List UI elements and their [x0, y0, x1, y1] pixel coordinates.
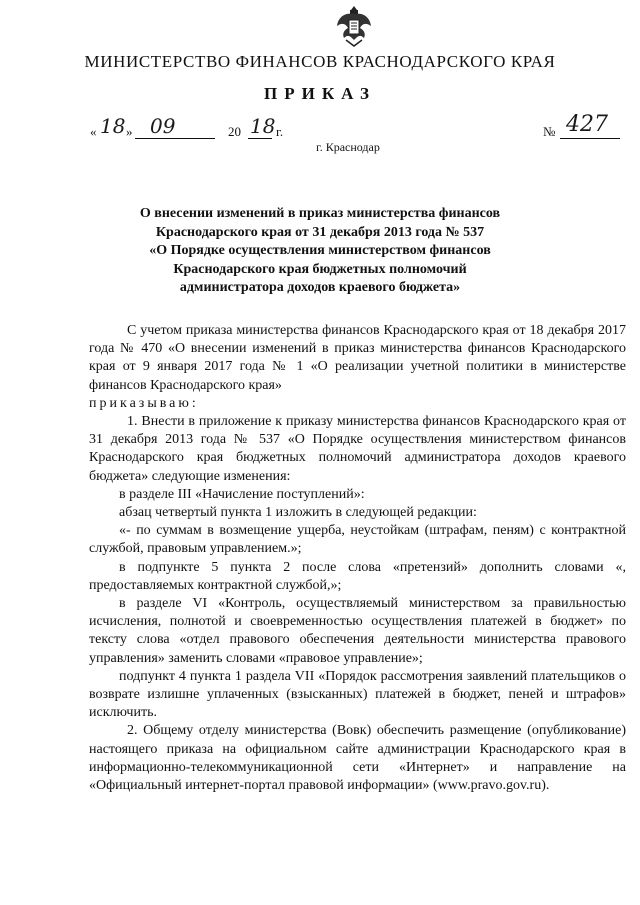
title-line: О внесении изменений в приказ министерства финансов [139, 206, 501, 221]
coat-of-arms-icon [334, 4, 374, 48]
city-line: г. Краснодар [316, 140, 380, 154]
item-1-paragraph: 1. Внести в приложение к приказу министерства финансов Краснодарского края от 31 декабря 2013 года № 537 «О Порядке осуществления министерством финансов Краснодарского края бюджетных полномочий администратора доходов краевого бюджета» следующие изменения: [89, 414, 626, 484]
subitem-paragraph: в разделе III «Начисление поступлений»: [119, 486, 365, 502]
date-month-underline [135, 138, 215, 139]
date-day-handwritten: 18 [100, 114, 126, 138]
title-line: Краснодарского края бюджетных полномочий [173, 261, 467, 277]
title-line: администратора доходов краевого бюджета» [179, 280, 461, 295]
document-type-title: ПРИКАЗ [264, 84, 376, 103]
document-title [0, 205, 640, 298]
date-month-handwritten: 09 [150, 114, 176, 138]
order-number-underline [560, 138, 620, 139]
order-word: приказываю: [89, 395, 199, 411]
item-2-paragraph: 2. Общему отделу министерства (Вовк) обеспечить размещение (опубликование) настоящего приказа на официальном сайте администрации Краснодарского края в информационно-телекоммуникационной сети «Интернет» и направление на «Официальный интернет-портал правовой информации» (www.pravo.gov.ru). [89, 723, 626, 794]
date-quote-open: « [90, 124, 97, 139]
subitem-paragraph: «- по суммам в возмещение ущерба, неустойкам (штрафам, пеням) с контрактной службой, правовым управлением.»; [89, 523, 626, 557]
subitem-paragraph: в подпункте 5 пункта 2 после слова «претензий» дополнить словами «, предоставляемых контрактной службой,»; [89, 559, 626, 593]
title-line: «О Порядке осуществления министерством финансов [149, 243, 491, 258]
date-year-unit: г. [276, 124, 284, 139]
order-number-handwritten: 427 [566, 112, 608, 137]
date-quote-close: » [126, 124, 133, 139]
document-body [89, 322, 626, 795]
subitem-paragraph: подпункт 4 пункта 1 раздела VII «Порядок рассмотрения заявлений плательщиков о возврате излишне уплаченных (взысканных) платежей в бюджет, пеней и штрафов» исключить. [89, 668, 626, 721]
date-year-underline [248, 138, 272, 139]
title-line: Краснодарского края от 31 декабря 2013 года № 537 [155, 224, 485, 240]
ministry-name: МИНИСТЕРСТВО ФИНАНСОВ КРАСНОДАРСКОГО КРАЯ [84, 52, 556, 71]
date-year-handwritten: 18 [250, 114, 276, 138]
date-year-prefix: 20 [228, 124, 241, 139]
intro-paragraph: С учетом приказа министерства финансов Краснодарского края от 18 декабря 2017 года № 470 «О внесении изменений в приказ министерства финансов Краснодарского края от 9 января 2017 года № 1 «О реализации учетной политики в министерстве финансов Краснодарского края» [89, 323, 626, 393]
order-number-label: № [543, 124, 556, 139]
subitem-paragraph: абзац четвертый пункта 1 изложить в следующей редакции: [119, 505, 477, 521]
subitem-paragraph: в разделе VI «Контроль, осуществляемый министерством за правильностью исчисления, полнотой и своевременностью осуществления платежей в бюджет» по тексту слова «отдел правового обеспечения деятельности министерства правового управления» заменить словами «правовое управление»; [89, 596, 626, 666]
